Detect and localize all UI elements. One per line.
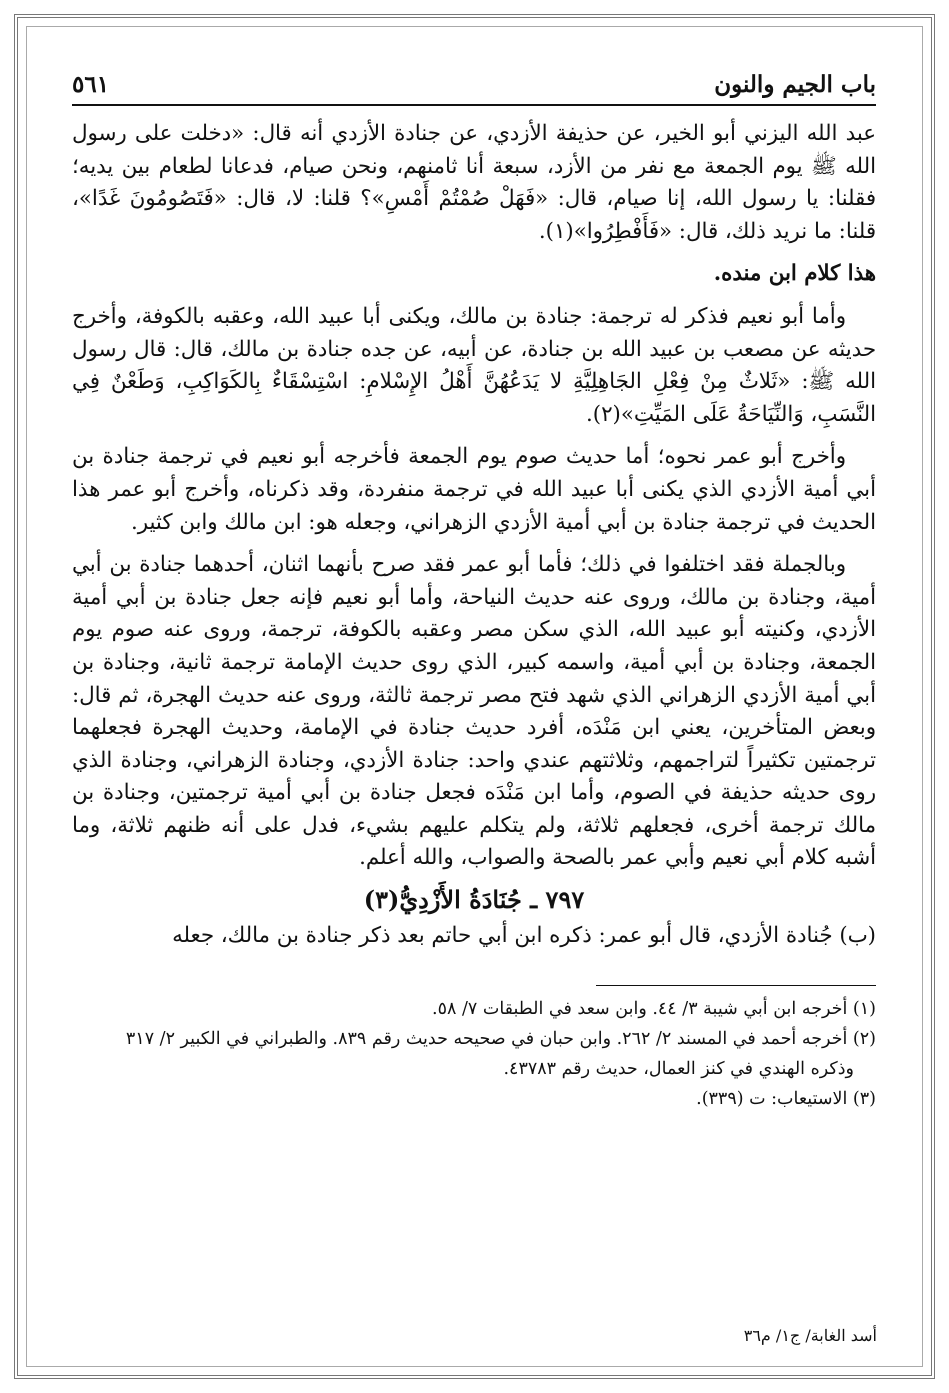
footnote-2-continuation: وذكره الهندي في كنز العمال، حديث رقم ٤٣٧٨٣. [503, 1058, 854, 1079]
entry-heading: ٧٩٧ ـ جُنَادَةُ الأَزْدِيُّ(٣) [363, 885, 585, 915]
paragraph-ibn-mandah: هذا كلام ابن منده. [713, 261, 876, 287]
paragraph-hadith-1: عبد الله اليزني أبو الخير، عن حذيفة الأزدي، عن جنادة الأزدي أنه قال: «دخلت على رسول الله ﷺ يوم الجمعة مع نفر من الأزد، سبعة أنا ثامنهم، ونحن صيام، فدعانا لطعام بين يديه؛ فقلنا: يا رسول الله، إنا صيام، قال: «فَهَلْ صُمْتُمْ أَمْسِ»؟ قلنا: لا، قال: «فَتَصُومُونَ غَدًا»، قلنا: ما نريد ذلك، قال: «فَأَفْطِرُوا»(١). [72, 121, 876, 244]
signature-mark: أسد الغابة/ ج١/ م٣٦ [743, 1326, 877, 1345]
entry-first-line: (ب) جُنادة الأزدي، قال أبو عمر: ذكره ابن أبي حاتم بعد ذكر جنادة بن مالك، جعله [172, 923, 876, 949]
page-header [72, 66, 876, 102]
header-rule [72, 104, 876, 106]
chapter-title: باب الجيم والنون [714, 70, 876, 98]
footnote-1: (١) أخرجه ابن أبي شيبة ٣/ ٤٤. وابن سعد في الطبقات ٧/ ٥٨. [432, 998, 876, 1019]
paragraph-abu-umar: وأخرج أبو عمر نحوه؛ أما حديث صوم يوم الجمعة فأخرجه أبو نعيم في ترجمة جنادة بن أبي أمية الأزدي الذي يكنى أبا عبيد الله في ترجمة منفردة، وقد ذكرناه، وأخرج أبو عمر هذا الحديث في ترجمة جنادة بن أبي أمية الأزدي الزهراني، وجعله هو: ابن مالك وابن كثير. [72, 444, 876, 535]
footnote-3: (٣) الاستيعاب: ت (٣٣٩). [696, 1088, 876, 1109]
paragraph-abu-nuaym: وأما أبو نعيم فذكر له ترجمة: جنادة بن مالك، ويكنى أبا عبيد الله، وعقبه بالكوفة، وأخرج حديثه عن مصعب بن عبيد الله بن جنادة، عن أبيه، عن جده جنادة بن مالك، قال: قال رسول الله ﷺ: «ثَلاثٌ مِنْ فِعْلِ الجَاهِلِيَّةِ لا يَدَعُهُنَّ أَهْلُ الإِسْلامِ: اسْتِسْقَاءٌ بِالكَوَاكِبِ، وَطَعْنٌ فِي النَّسَبِ، وَالنِّيَاحَةُ عَلَى المَيِّتِ»(٢). [72, 303, 876, 427]
book-page [72, 66, 876, 1114]
footnotes [72, 994, 876, 1114]
main-text [72, 118, 876, 875]
footnote-rule [596, 985, 876, 986]
paragraph-discussion: وبالجملة فقد اختلفوا في ذلك؛ فأما أبو عمر فقد صرح بأنهما اثنان، أحدهما جنادة بن أبي أمية، وجنادة بن مالك، وروى عنه حديث النياحة، وأما أبو نعيم فإنه جعل جنادة بن أبي أمية الأزدي، وكنيته أبو عبيد الله، الذي سكن مصر وعقبه بالكوفة، ترجمة، وروى عنه صوم يوم الجمعة، وجنادة بن أبي أمية، واسمه كبير، الذي روى حديث الإمامة ترجمة ثانية، وجنادة بن أبي أمية الأزدي الزهراني الذي شهد فتح مصر ترجمة ثالثة، وروى عنه حديث الهجرة، ثم قال: وبعض المتأخرين، يعني ابن مَنْدَه، أفرد حديث جنادة في الإمامة، وحديث الهجرة فجعلهما ترجمتين تكثيراً لتراجمهم، وثلاثتهم عندي واحد: جنادة الأزدي، وجنادة الزهراني، وجنادة الذي روى حديثه حذيفة في الصوم، وأما ابن مَنْدَه فجعل جنادة بن أبي أمية ترجمتين، وجنادة بن مالك ترجمة أخرى، فجعلهم ثلاثة، ولم يتكلم عليهم بشيء، فدل على أنه ظنهم ثلاثة، وما أشبه كلام أبي نعيم وأبي عمر بالصحة والصواب، والله أعلم. [72, 552, 876, 871]
footnote-2: (٢) أخرجه أحمد في المسند ٢/ ٢٦٢. وابن حبان في صحيحه حديث رقم ٨٣٩. والطبراني في الكبير ٢/ ٣١٧ [125, 1028, 876, 1049]
page-number: ٥٦١ [72, 70, 110, 98]
entry-text [72, 920, 876, 953]
